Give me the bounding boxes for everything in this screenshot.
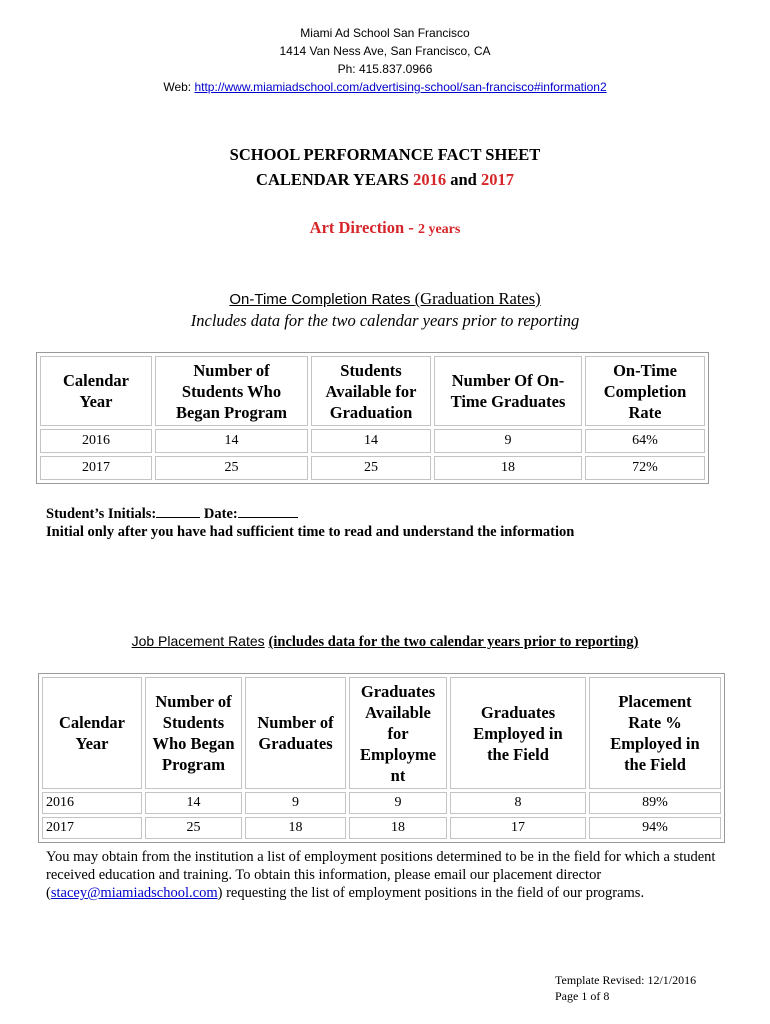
template-revised: Template Revised: 12/1/2016 (555, 973, 697, 987)
school-name: Miami Ad School San Francisco (300, 26, 470, 40)
initials-blank-field[interactable] (156, 505, 200, 518)
placement-heading-main: Job Placement Rates (131, 633, 265, 649)
col-header-completion-rate: On-Time Completion Rate (585, 356, 705, 426)
school-phone: Ph: 415.837.0966 (337, 62, 433, 76)
cell-number-of-graduates: 9 (245, 792, 346, 814)
note-text-before: You may obtain from the institution a list of employment positions determined to be in the field for which a student received education and training. To obtain this information, please email our placement director ( (46, 849, 716, 901)
note-text-after: ) requesting the list of employment positions in the field of our programs. (217, 885, 645, 901)
date-blank-field[interactable] (238, 505, 298, 518)
school-header (0, 24, 770, 96)
date-label: Date: (203, 506, 238, 522)
col-header-placement-rate: Placement Rate % Employed in the Field (589, 677, 721, 789)
initials-block (46, 505, 574, 541)
page-number: Page 1 of 8 (555, 989, 610, 1003)
cell-students-began: 14 (145, 792, 242, 814)
cell-students-available: 14 (311, 429, 431, 453)
placement-table (38, 673, 725, 843)
website-link[interactable]: http://www.miamiadschool.com/advertising-school/san-francisco#information2 (194, 80, 607, 94)
cell-students-began: 25 (145, 817, 242, 839)
cell-year: 2017 (40, 456, 152, 480)
cell-placement-rate: 94% (589, 817, 721, 839)
placement-heading-paren: (includes data for the two calendar years prior to reporting) (268, 634, 639, 650)
completion-subheading: Includes data for the two calendar years prior to reporting (190, 311, 580, 330)
cell-number-of-graduates: 18 (245, 817, 346, 839)
completion-table (36, 352, 709, 484)
cell-students-began: 25 (155, 456, 308, 480)
program-title (0, 218, 770, 238)
title-prefix: CALENDAR YEARS (256, 170, 414, 189)
table-row (40, 456, 705, 480)
web-label: Web: (163, 80, 195, 94)
cell-graduates-employed: 8 (450, 792, 586, 814)
cell-students-available: 25 (311, 456, 431, 480)
cell-students-began: 14 (155, 429, 308, 453)
col-header-number-of-graduates: Number of Graduates (245, 677, 346, 789)
school-web (0, 78, 770, 96)
col-header-graduates-available: Graduates Available for Employme nt (349, 677, 447, 789)
table-row (42, 792, 721, 814)
cell-graduates-available: 9 (349, 792, 447, 814)
placement-heading (0, 633, 770, 651)
program-duration: 2 years (417, 222, 461, 237)
initials-line (46, 505, 574, 523)
program-separator: - (404, 218, 418, 237)
year-second: 2017 (480, 170, 514, 189)
table-header-row (42, 677, 721, 789)
page-footer (555, 972, 696, 1004)
page-title: SCHOOL PERFORMANCE FACT SHEET (229, 145, 541, 164)
title-mid: and (446, 170, 481, 189)
cell-on-time-graduates: 18 (434, 456, 582, 480)
placement-email-link[interactable]: stacey@miamiadschool.com (50, 885, 218, 901)
col-header-students-began: Number of Students Who Began Program (155, 356, 308, 426)
table-header-row (40, 356, 705, 426)
cell-year: 2017 (42, 817, 142, 839)
completion-heading-main: On-Time Completion Rates (229, 291, 415, 308)
col-header-calendar-year: Calendar Year (40, 356, 152, 426)
table-row (40, 429, 705, 453)
cell-completion-rate: 64% (585, 429, 705, 453)
cell-year: 2016 (42, 792, 142, 814)
school-address: 1414 Van Ness Ave, San Francisco, CA (279, 44, 491, 58)
cell-graduates-employed: 17 (450, 817, 586, 839)
col-header-students-available: Students Available for Graduation (311, 356, 431, 426)
calendar-years-title (0, 170, 770, 190)
initials-instruction: Initial only after you have had sufficient time to read and understand the information (46, 524, 575, 540)
cell-completion-rate: 72% (585, 456, 705, 480)
cell-graduates-available: 18 (349, 817, 447, 839)
completion-heading-paren: (Graduation Rates) (414, 289, 541, 308)
placement-note (46, 848, 736, 902)
table-row (42, 817, 721, 839)
col-header-on-time-graduates: Number Of On- Time Graduates (434, 356, 582, 426)
col-header-students-began: Number of Students Who Began Program (145, 677, 242, 789)
cell-placement-rate: 89% (589, 792, 721, 814)
initials-label: Student’s Initials: (46, 506, 157, 522)
col-header-graduates-employed: Graduates Employed in the Field (450, 677, 586, 789)
year-first: 2016 (413, 170, 447, 189)
col-header-calendar-year: Calendar Year (42, 677, 142, 789)
completion-heading (0, 289, 770, 309)
cell-on-time-graduates: 9 (434, 429, 582, 453)
cell-year: 2016 (40, 429, 152, 453)
program-name: Art Direction (309, 218, 405, 237)
